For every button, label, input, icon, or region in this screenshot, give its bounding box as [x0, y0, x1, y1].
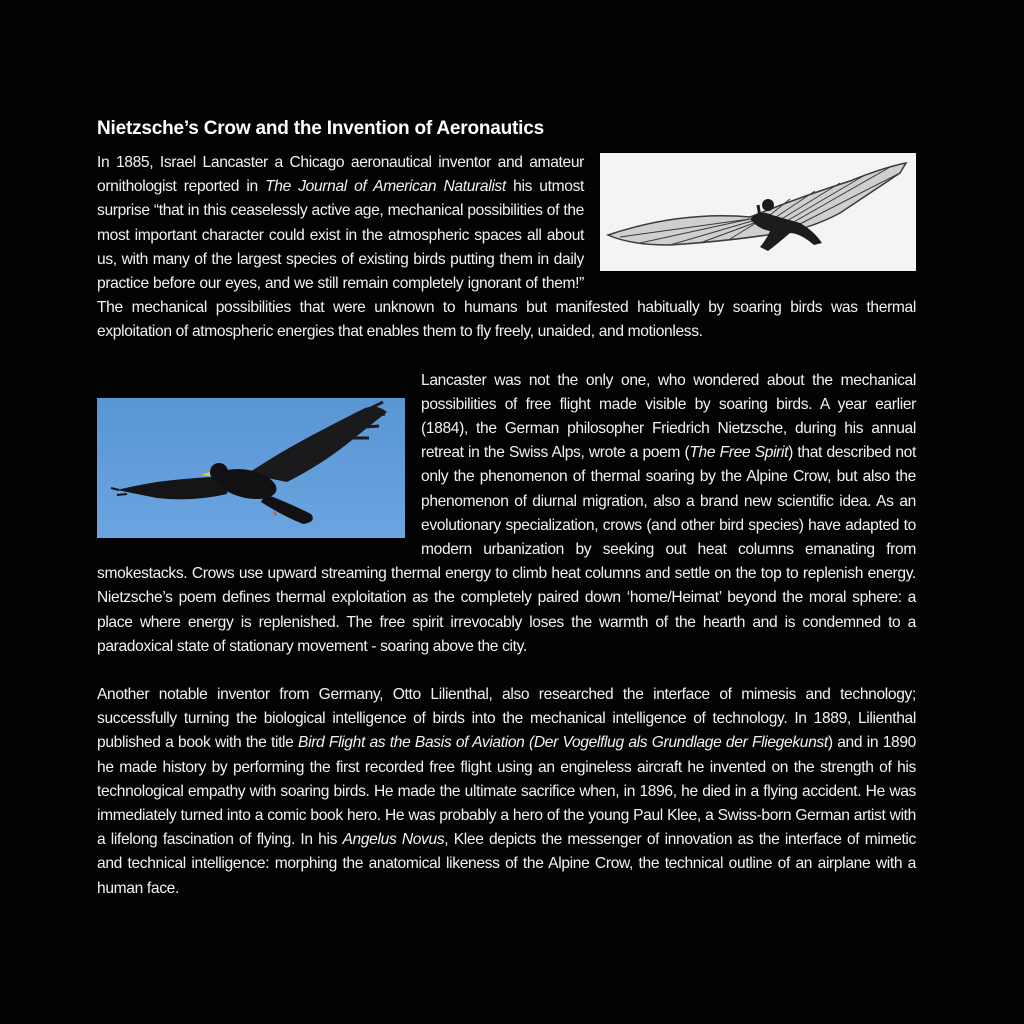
paragraph-3: Another notable inventor from Germany, Otto Lilienthal, also researched the interface of mimesis and technology; successfully turning the biological intelligence of birds into the mechanical intelligence of technology. In 1889, Lilienthal published a book with the title Bird Flight as the Basis of Aviation (Der Vogelflug als Grundlage der Fliegekunst) and in 1890 he made history by performing the first recorded free flight using an engineless aircraft he invented on the strength of his technological empathy with soaring birds. He made the ultimate sacrifice when, in 1896, he died in a flying accident. He was immediately turned into a comic book hero. He was probably a hero of the young Paul Klee, a Swiss-born German artist with a lifelong fascination of flying. In his Angelus Novus, Klee depicts the messenger of innovation as the interface of mimetic and technical intelligence: morphing the anatomical likeness of the Alpine Crow, the technical outline of an airplane with a human face.: [97, 686, 916, 897]
paragraph-1: In 1885, Israel Lancaster a Chicago aeronautical inventor and amateur ornithologist reported in The Journal of American Naturalist his utmost surprise “that in this ceaselessly active age, mechanical possibilities of the most important character could exist in the atmospheric spaces all about us, with many of the largest species of existing birds putting them in daily practice before our eyes, and we still remain completely ignorant of them!” The mechanical possibilities that were unknown to humans but manifested habitually by soaring birds was thermal exploitation of atmospheric energies that enables them to fly freely, unaided, and motionless.: [97, 154, 916, 341]
paragraph-2: Lancaster was not the only one, who wondered about the mechanical possibilities of free flight made visible by soaring birds. A year earlier (1884), the German philosopher Friedrich Nietzsche, during his annual retreat in the Swiss Alps, wrote a poem (The Free Spirit) that described not only the phenomenon of thermal soaring by the Alpine Crow, but also the phenomenon of diurnal migration, also a brand new scientific idea. As an evolutionary specialization, crows (and other bird species) have adapted to modern urbanization by seeking out heat columns emanating from smokestacks. Crows use upward streaming thermal energy to climb heat columns and settle on the top to replenish energy. Nietzsche’s poem defines thermal exploitation as the completely paired down ‘home/Heimat’ beyond the moral sphere: a place where energy is replenished. The free spirit irrevocably loses the warmth of the hearth and is condemned to a paradoxical state of stationary movement - soaring above the city.: [97, 371, 916, 655]
glider-photo: [600, 153, 916, 271]
crow-photo: [97, 398, 405, 538]
painting-title: Angelus Novus: [342, 831, 445, 849]
poem-title: The Free Spirit: [689, 444, 789, 462]
article: [97, 118, 916, 901]
book-title: Bird Flight as the Basis of Aviation (Der Vogelflug als Grundlage der Fliegekunst: [298, 734, 828, 752]
journal-title: The Journal of American Naturalist: [265, 178, 506, 196]
article-title: Nietzsche’s Crow and the Invention of Aeronautics: [97, 118, 544, 139]
